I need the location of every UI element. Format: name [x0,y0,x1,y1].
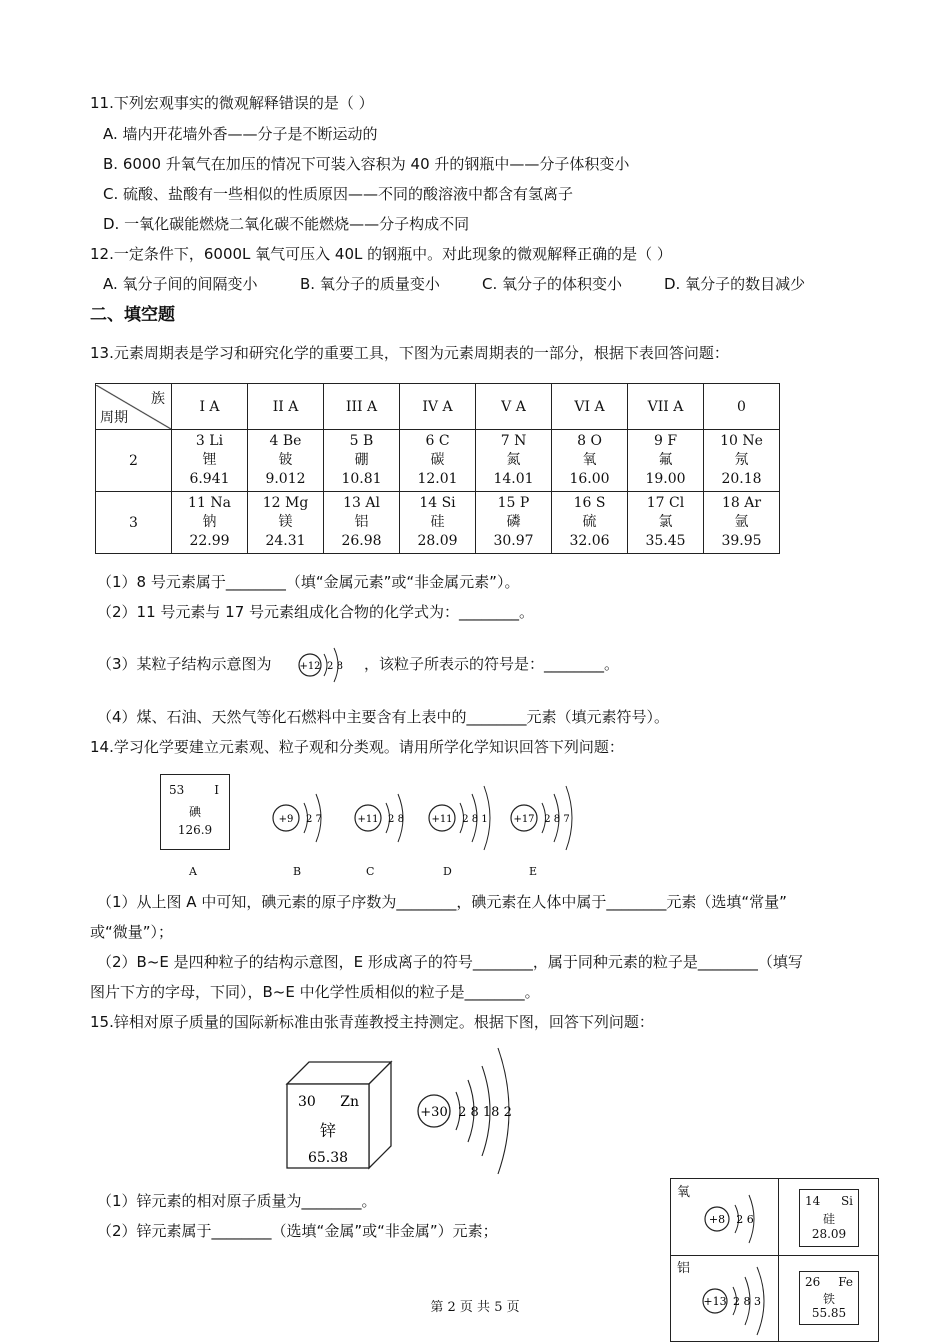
oxygen-label: 氧 [677,1185,691,1200]
element-name: 磷 [506,514,521,530]
figure-label-a: A [189,865,197,878]
element-symbol: Na [210,495,231,511]
periodic-table [95,383,780,554]
element-cell [552,430,628,492]
element-symbol: B [363,433,374,449]
element-number: 8 [577,433,586,449]
silicon-tile [799,1189,859,1247]
tile-name: 碘 [188,805,201,819]
element-mass: 28.09 [417,533,458,549]
element-mass: 35.45 [645,533,686,549]
section-heading: 二、填空题 [90,305,175,325]
group-header: III A [324,384,400,430]
cube-symbol: Zn [340,1094,359,1110]
element-mass: 32.06 [569,533,610,549]
element-symbol: N [514,433,527,449]
corner-period-label: 周期 [100,409,128,426]
element-symbol: Be [282,433,302,449]
iron-atomic-number: 26 [805,1275,821,1289]
table-row-period-3 [96,492,780,554]
group-header: II A [248,384,324,430]
q14-stem: 14.学习化学要建立元素观、粒子观和分类观。请用所学化学知识回答下列问题： [90,738,624,756]
silicon-atomic-number: 14 [805,1194,821,1208]
element-mass: 20.18 [721,471,762,487]
element-symbol: Li [209,433,224,449]
silicon-name: 硅 [822,1212,835,1226]
q15-part-2: （2）锌元素属于________（选填“金属”或“非金属”）元素； [97,1222,498,1240]
element-symbol: F [667,433,678,449]
element-mass: 30.97 [493,533,534,549]
silicon-symbol: Si [840,1194,853,1208]
element-symbol: O [590,433,602,449]
element-cell [628,492,704,554]
tile-symbol: I [214,783,219,797]
q14-part-1-line-1: （1）从上图 A 中可知，碘元素的原子序数为________，碘元素在人体中属于________元素（选填“常量” [97,893,787,911]
element-mass: 22.99 [189,533,230,549]
iodine-element-tile [160,774,230,850]
element-mass: 19.00 [645,471,686,487]
element-name: 氧 [582,452,597,468]
element-name: 氟 [658,452,673,468]
element-symbol: C [438,433,450,449]
q15-part-1: （1）锌元素的相对原子质量为________。 [97,1192,377,1210]
atom-nucleus-label: +9 [278,814,294,825]
element-number: 6 [425,433,435,449]
atom-diagram-c [350,778,412,858]
element-cell [248,492,324,554]
oxygen-atom-diagram [701,1187,771,1251]
element-cell [172,430,248,492]
element-mass: 10.81 [341,471,382,487]
atom-shell-electrons: 2 7 [306,814,322,825]
group-header: I A [172,384,248,430]
element-name: 钠 [202,514,217,530]
element-name: 氯 [658,514,673,530]
element-symbol: Ar [744,495,762,511]
atom-shell-electrons: 2 8 [388,814,404,825]
atom-shell-electrons: 2 8 7 [544,814,570,825]
atom-diagram-b [268,778,330,858]
period-label: 3 [96,492,172,554]
cube-atomic-number: 30 [298,1094,316,1110]
period-label: 2 [96,430,172,492]
element-symbol: Si [441,495,456,511]
q13-part-3-end: ，该粒子所表示的符号是：________。 [364,655,620,673]
element-name: 硼 [354,452,369,468]
tile-mass: 126.9 [177,823,213,837]
element-number: 15 [497,495,516,511]
atom-diagram-d [424,778,496,858]
element-cell [248,430,324,492]
element-cell [476,430,552,492]
iron-name: 铁 [822,1292,835,1306]
q11-option-c: C. 硫酸、盐酸有一些相似的性质原因——不同的酸溶液中都含有氢离子 [103,185,574,203]
q11-option-d: D. 一氧化碳能燃烧二氧化碳不能燃烧——分子构成不同 [103,215,470,233]
atom-diagram-e [506,778,580,858]
q13-part-1: （1）8 号元素属于________（填“金属元素”或“非金属元素”）。 [97,573,520,591]
q12-option-b: B. 氧分子的质量变小 [300,275,440,293]
element-number: 7 [500,433,510,449]
ion-nucleus-label: +12 [299,661,321,672]
element-number: 13 [343,495,361,511]
zinc-nucleus-label: +30 [420,1105,448,1120]
element-number: 4 [269,433,279,449]
element-number: 14 [419,495,438,511]
atom-nucleus-label: +11 [357,814,379,825]
group-header: V A [476,384,552,430]
element-cell [704,492,780,554]
silicon-mass: 28.09 [811,1227,847,1241]
element-number: 16 [573,495,592,511]
tile-atomic-number: 53 [169,783,185,797]
element-number: 10 [720,433,738,449]
element-cell [552,492,628,554]
element-cell [476,492,552,554]
element-name: 氩 [734,514,749,530]
element-cell [324,492,400,554]
element-cell [400,430,476,492]
group-header: 0 [704,384,780,430]
element-number: 5 [349,433,359,449]
element-name: 铝 [354,514,369,530]
element-number: 18 [721,495,740,511]
q11-stem: 11.下列宏观事实的微观解释错误的是（ ） [90,94,374,112]
iron-symbol: Fe [838,1275,853,1289]
cube-name: 锌 [319,1121,337,1140]
element-name: 氮 [506,452,521,468]
zinc-atom-diagram [412,1040,527,1186]
element-mass: 12.01 [417,471,458,487]
element-mass: 16.00 [569,471,610,487]
element-symbol: Cl [669,495,685,511]
cube-mass: 65.38 [307,1150,349,1166]
atom-shell-electrons: 2 8 1 [462,814,488,825]
element-symbol: Al [365,495,380,511]
page-footer: 第 2 页 共 5 页 [430,1300,520,1315]
element-name: 硫 [582,514,597,530]
element-number: 17 [646,495,665,511]
ion-shell-electrons: 2 8 [327,661,343,672]
element-mass: 6.941 [189,471,230,487]
figure-label-b: B [293,865,302,878]
element-cell [324,430,400,492]
element-number: 12 [262,495,281,511]
element-name: 碳 [430,452,445,468]
atom-nucleus-label: +17 [513,814,535,825]
element-symbol: Ne [742,433,763,449]
aluminium-nucleus-label: +13 [703,1295,727,1308]
oxygen-shell-electrons: 2 6 [736,1213,754,1226]
q13-part-2: （2）11 号元素与 17 号元素组成化合物的化学式为：________。 [97,603,535,621]
element-name: 锂 [202,452,217,468]
element-name: 铍 [278,452,293,468]
element-name: 镁 [278,514,293,530]
element-cell [704,430,780,492]
table-corner [96,384,172,430]
element-cell [172,492,248,554]
corner-group-label: 族 [151,390,165,407]
element-cell [628,430,704,492]
element-mass: 26.98 [341,533,382,549]
element-cell [400,492,476,554]
element-mass: 24.31 [265,533,306,549]
oxygen-nucleus-label: +8 [708,1213,726,1226]
element-symbol: P [519,495,530,511]
q12-option-d: D. 氧分子的数目减少 [664,275,806,293]
group-header: VII A [628,384,704,430]
element-number: 9 [653,433,663,449]
zinc-cube-diagram [285,1060,397,1172]
group-header: IV A [400,384,476,430]
q11-option-b: B. 6000 升氧气在加压的情况下可装入容积为 40 升的钢瓶中——分子体积变小 [103,155,630,173]
iron-mass: 55.85 [811,1306,847,1320]
q12-option-a: A. 氧分子间的间隔变小 [103,275,258,293]
atom-nucleus-label: +11 [431,814,453,825]
element-name: 硅 [430,514,445,530]
figure-label-c: C [366,865,375,878]
q12-option-c: C. 氧分子的体积变小 [482,275,623,293]
element-mass: 14.01 [493,471,534,487]
q14-part-2-line-1: （2）B~E 是四种粒子的结构示意图，E 形成离子的符号________，属于同种元素的粒子是________（填写 [97,953,803,971]
group-header: VI A [552,384,628,430]
q12-stem: 12.一定条件下，6000L 氧气可压入 40L 的钢瓶中。对此现象的微观解释正确的是（ ） [90,245,672,263]
element-mass: 39.95 [721,533,762,549]
q13-stem: 13.元素周期表是学习和研究化学的重要工具，下图为元素周期表的一部分，根据下表回答问题： [90,344,729,362]
element-symbol: S [595,495,606,511]
figure-label-e: E [529,865,538,878]
q14-part-2-line-2: 图片下方的字母，下同），B~E 中化学性质相似的粒子是________。 [90,983,540,1001]
table-row-period-2 [96,430,780,492]
q15-stem: 15.锌相对原子质量的国际新标准由张青莲教授主持测定。根据下图，回答下列问题： [90,1013,654,1031]
q14-part-1-line-2: 或“微量”）； [90,923,174,941]
element-mass: 9.012 [265,471,306,487]
aluminium-shell-electrons: 2 8 3 [733,1295,761,1308]
element-symbol: Mg [284,495,309,511]
element-name: 氖 [734,452,749,468]
zinc-shell-electrons: 2 8 18 2 [458,1105,512,1120]
q11-option-a: A. 墙内开花墙外香——分子是不断运动的 [103,125,378,143]
q13-part-4: （4）煤、石油、天然气等化石燃料中主要含有上表中的________元素（填元素符号）。 [97,708,670,726]
q13-part-3-start: （3）某粒子结构示意图为 [97,655,272,673]
figure-label-d: D [443,865,452,878]
element-number: 3 [195,433,205,449]
mg-ion-diagram [296,642,362,688]
element-number: 11 [188,495,206,511]
aluminium-label: 铝 [677,1261,691,1276]
